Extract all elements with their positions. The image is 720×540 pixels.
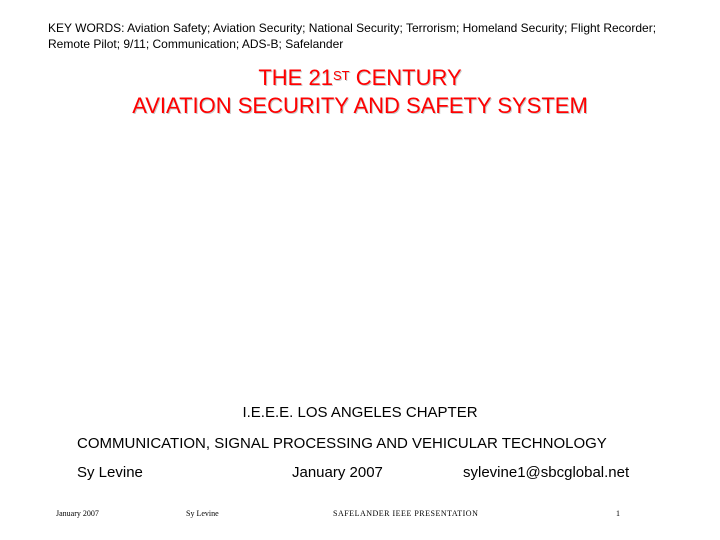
author-email: sylevine1@sbcglobal.net xyxy=(463,464,630,481)
chapter-name: I.E.E.E. LOS ANGELES CHAPTER xyxy=(242,404,478,421)
title-line-1 xyxy=(0,64,720,92)
footer-page-number: 1 xyxy=(616,509,620,518)
footer-date: January 2007 xyxy=(56,509,99,518)
presentation-date: January 2007 xyxy=(292,464,383,481)
author-name: Sy Levine xyxy=(77,464,143,481)
keywords-text: KEY WORDS: Aviation Safety; Aviation Security; National Security; Terrorism; Homeland Security; Flight Recorder; Remote Pilot; 9/11; Communication; ADS-B; Safelander xyxy=(48,21,657,51)
title-line-1-prefix: THE 21 xyxy=(258,65,333,90)
society-name: COMMUNICATION, SIGNAL PROCESSING AND VEHICULAR TECHNOLOGY xyxy=(77,435,607,452)
title-line-2: AVIATION SECURITY AND SAFETY SYSTEM xyxy=(132,93,588,118)
footer-title: SAFELANDER IEEE PRESENTATION xyxy=(333,509,479,518)
slide-title xyxy=(0,64,720,120)
title-line-1-suffix: CENTURY xyxy=(349,65,462,90)
title-superscript: ST xyxy=(332,68,350,83)
footer-author: Sy Levine xyxy=(186,509,219,518)
